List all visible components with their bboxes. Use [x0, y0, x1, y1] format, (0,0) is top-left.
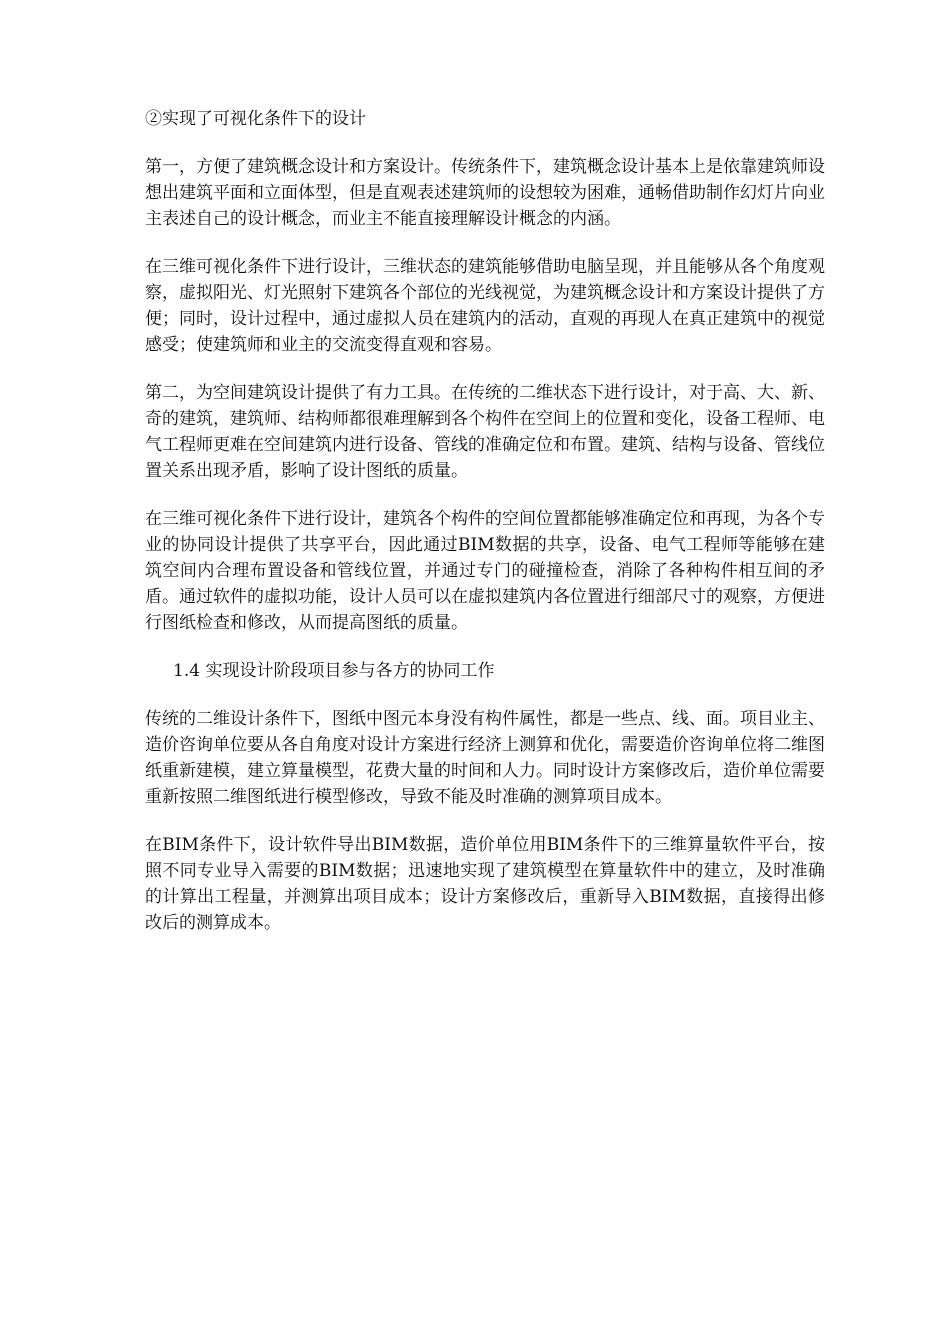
- paragraph-traditional-2d: 传统的二维设计条件下，图纸中图元本身没有构件属性，都是一些点、线、面。项目业主、造价咨询单位要从各自角度对设计方案进行经济上测算和优化，需要造价咨询单位将二维图纸重新建模，建立算量模型，花费大量的时间和人力。同时设计方案修改后，造价单位需要重新按照二维图纸进行模型修改，导致不能及时准确的测算项目成本。: [145, 709, 825, 807]
- subsection-title: 1.4 实现设计阶段项目参与各方的协同工作: [173, 661, 495, 681]
- section-title: ②实现了可视化条件下的设计: [145, 109, 366, 129]
- paragraph-spatial-design: 第二，为空间建筑设计提供了有力工具。在传统的二维状态下进行设计，对于高、大、新、奇的建筑，建筑师、结构师都很难理解到各个构件在空间上的位置和变化，设备工程师、电气工程师更难在空间建筑内进行设备、管线的准确定位和布置。建筑、结构与设备、管线位置关系出现矛盾，影响了设计图纸的质量。: [145, 383, 825, 481]
- paragraph-3d-visualization: 在三维可视化条件下进行设计，三维状态的建筑能够借助电脑呈现，并且能够从各个角度观察，虚拟阳光、灯光照射下建筑各个部位的光线视觉，为建筑概念设计和方案设计提供了方便；同时，设计过程中，通过虚拟人员在建筑内的活动，直观的再现人在真正建筑中的视觉感受；使建筑师和业主的交流变得直观和容易。: [145, 257, 825, 355]
- document-body: [145, 106, 825, 958]
- paragraph-bim-conditions: 在BIM条件下，设计软件导出BIM数据，造价单位用BIM条件下的三维算量软件平台，按照不同专业导入需要的BIM数据；迅速地实现了建筑模型在算量软件中的建立，及时准确的计算出工程量，并测算出项目成本；设计方案修改后，重新导入BIM数据，直接得出修改后的测算成本。: [145, 835, 825, 933]
- paragraph-collaborative-design: 在三维可视化条件下进行设计，建筑各个构件的空间位置都能够准确定位和再现，为各个专业的协同设计提供了共享平台，因此通过BIM数据的共享，设备、电气工程师等能够在建筑空间内合理布置设备和管线位置，并通过专门的碰撞检查，消除了各种构件相互间的矛盾。通过软件的虚拟功能，设计人员可以在虚拟建筑内各位置进行细部尺寸的观察，方便进行图纸检查和修改，从而提高图纸的质量。: [145, 509, 825, 633]
- paragraph-concept-design: 第一，方便了建筑概念设计和方案设计。传统条件下，建筑概念设计基本上是依靠建筑师设想出建筑平面和立面体型，但是直观表述建筑师的设想较为困难，通畅借助制作幻灯片向业主表述自己的设计概念，而业主不能直接理解设计概念的内涵。: [145, 157, 825, 229]
